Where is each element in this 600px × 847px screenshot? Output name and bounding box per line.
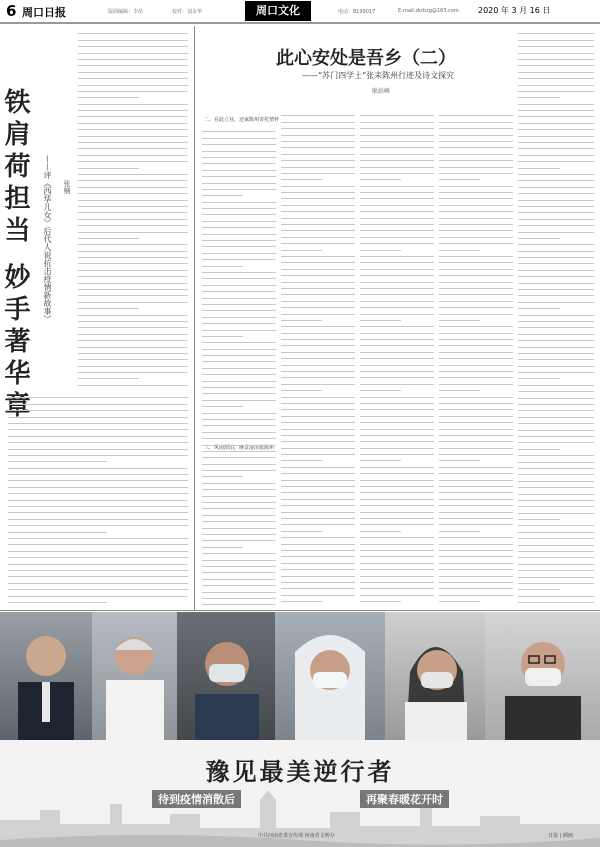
portrait-elder-doctor [92, 612, 177, 740]
photo-top-rule [0, 610, 600, 611]
left-article-body-col-2 [8, 392, 188, 608]
right-article-col-2 [281, 110, 355, 608]
paper-logo: 周口日报 [22, 6, 66, 19]
email-line: E-mail:zkrbzg@163.com [398, 8, 459, 14]
phone-line: 电话：8199017 [338, 9, 376, 15]
text-line [360, 596, 401, 602]
portrait-masked-woman [385, 612, 485, 740]
portrait-masked-man-glasses [485, 612, 600, 740]
right-article-author: 耿站峰 [372, 88, 391, 95]
page-number: 6 [6, 2, 17, 20]
editor-credit: 版面编辑：李昂 [108, 9, 144, 15]
banner-credit: 中共河南省委宣传部 河南省文明办 [258, 833, 335, 839]
banner-corner-mark: 日报 | 插画 [548, 833, 573, 839]
proofreader-credit: 校对：刘永华 [172, 9, 203, 15]
text-line [518, 597, 594, 603]
right-article-col-3 [360, 110, 434, 608]
left-article-title: 铁肩荷担当 妙手著华章 [0, 88, 30, 424]
left-article-subtitle: ——评《西华儿女》后代人说抗击疫情新故事》 [43, 155, 52, 323]
portrait-masked-worker [177, 612, 275, 740]
banner-left-slogan: 待到疫情消散后 [152, 790, 241, 808]
left-article-body-col-1 [78, 28, 188, 390]
right-article-title: 此心安处是吾乡（二） [276, 48, 456, 69]
masthead [0, 0, 600, 24]
right-article-col-1 [202, 126, 276, 608]
right-article-col-4 [439, 110, 513, 608]
right-article-subhead-2: 三、风雨漂泊，晚景凄凉依陈州 [204, 445, 275, 451]
left-article-author: 张楠 [63, 180, 71, 194]
text-line [281, 596, 322, 602]
photo-strip [0, 612, 600, 740]
text-line [8, 597, 107, 603]
campaign-banner [0, 740, 600, 847]
banner-title: 豫见最美逆行者 [205, 757, 395, 786]
issue-date: 2020 年 3 月 16 日 [478, 6, 551, 15]
text-line [202, 599, 276, 605]
right-article-col-5 [518, 28, 594, 608]
text-line [78, 379, 188, 385]
right-article-subtitle: ——“苏门四学士”张耒陈州行迹及诗文探究 [302, 71, 455, 80]
portrait-man-suit [0, 612, 92, 740]
column-divider [194, 26, 195, 610]
text-line [439, 596, 480, 602]
right-article-subhead-1: 二、在此立业，还家陈州寄托情怀 [204, 117, 280, 123]
banner-right-slogan: 再聚春暖花开时 [360, 790, 449, 808]
section-name: 周口文化 [245, 1, 311, 21]
portrait-nurse-hood [275, 612, 385, 740]
